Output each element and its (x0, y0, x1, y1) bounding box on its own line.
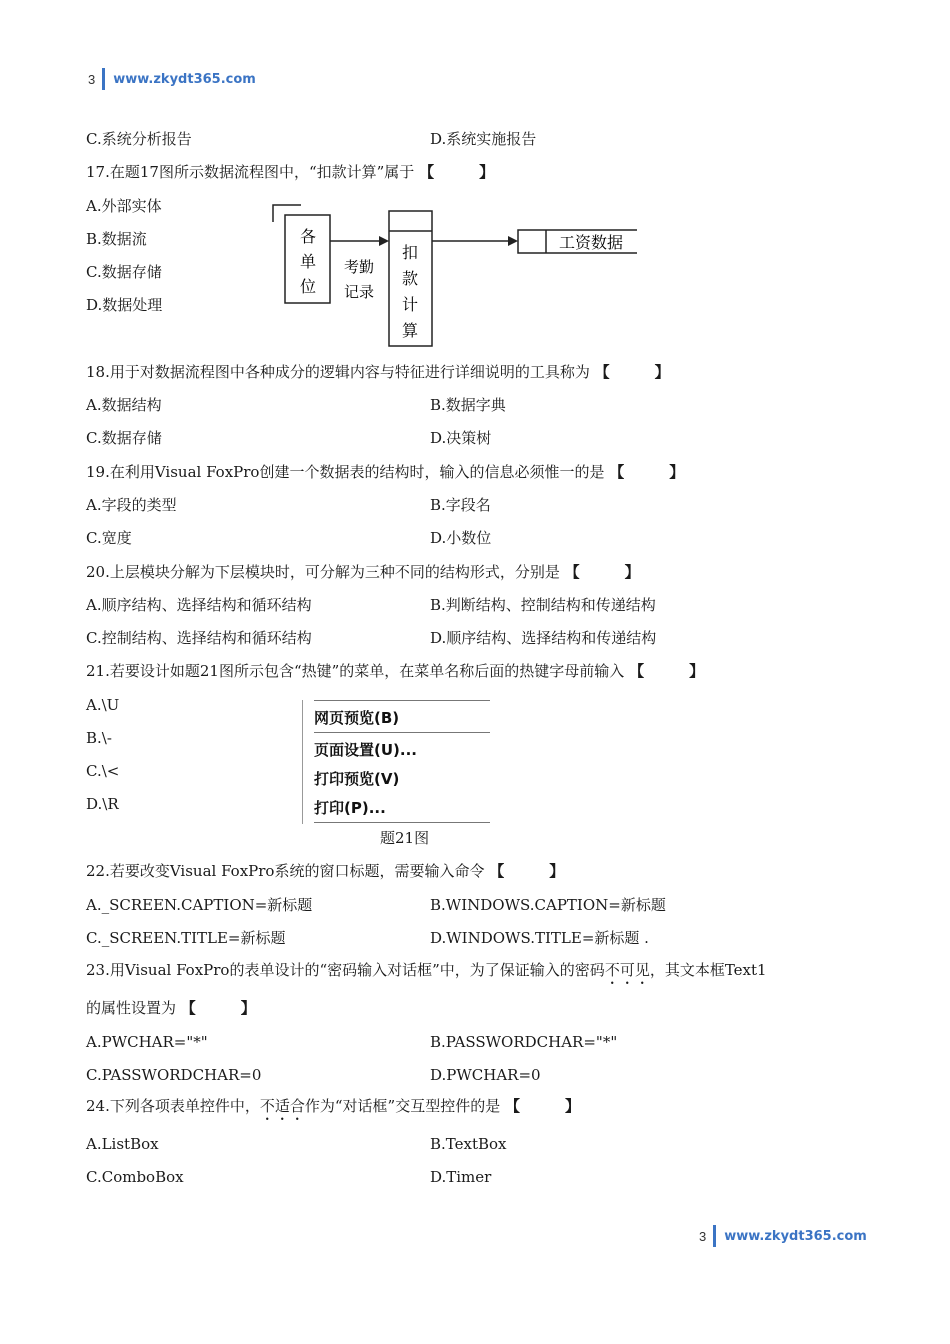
q21-figure-caption: 题21图 (380, 829, 430, 847)
q20-option-d: D.顺序结构、选择结构和传递结构 (430, 629, 657, 647)
q21-stem (86, 661, 704, 681)
q23-stem-pre: 23.用Visual FoxPro的表单设计的“密码输入对话框”中，为了保证输入的密码 (86, 961, 605, 979)
process-char-3: 计 (401, 295, 419, 314)
data-store-label: 工资数据 (558, 233, 624, 252)
q17-answer-bracket: 【 】 (419, 163, 495, 181)
q20-stem (86, 562, 640, 582)
entity-corner-line (273, 205, 301, 222)
process-char-1: 扣 (401, 243, 419, 262)
menu-separator-bottom (314, 822, 490, 823)
q17-stem (86, 162, 494, 182)
q21-option-c: C.\< (86, 762, 120, 780)
flow-label-1: 考勤 (343, 258, 375, 276)
q21-option-d: D.\R (86, 795, 119, 813)
flow-label-2: 记录 (343, 283, 375, 301)
q24-stem (86, 1096, 580, 1124)
header-divider (102, 68, 105, 90)
menu-item-web-preview: 网页预览(B) (314, 709, 400, 727)
q19-stem-text: 19.在利用Visual FoxPro创建一个数据表的结构时，输入的信息必须惟一的是 (86, 463, 605, 481)
q21-answer-bracket: 【 】 (629, 662, 705, 680)
entity-char-3: 位 (299, 277, 317, 296)
flow-arrow-head (379, 236, 389, 246)
process-char-2: 款 (401, 269, 419, 288)
q23-option-d: D.PWCHAR=0 (430, 1066, 541, 1084)
menu-left-border (302, 700, 303, 824)
q24-option-d: D.Timer (430, 1168, 492, 1186)
q18-stem (86, 362, 670, 382)
q19-option-b: B.字段名 (430, 496, 491, 514)
q18-stem-text: 18.用于对数据流程图中各种成分的逻辑内容与特征进行详细说明的工具称为 (86, 363, 590, 381)
menu-item-page-setup: 页面设置(U)... (314, 741, 417, 759)
q22-option-b: B.WINDOWS.CAPTION=新标题 (430, 896, 666, 914)
q23-answer-bracket: 【 】 (180, 999, 256, 1017)
header-site-link[interactable]: www.zkydt365.com (113, 71, 256, 87)
q24-option-c: C.ComboBox (86, 1168, 184, 1186)
menu-separator (314, 732, 490, 733)
q18-option-a: A.数据结构 (86, 396, 162, 414)
q19-option-c: C.宽度 (86, 529, 132, 547)
q23-stem-post: ，其文本框Text1 (649, 961, 767, 979)
q22-option-a: A._SCREEN.CAPTION=新标题 (86, 896, 313, 914)
q19-option-d: D.小数位 (430, 529, 492, 547)
q17-dataflow-figure (265, 200, 645, 352)
q22-stem-text: 22.若要改变Visual FoxPro系统的窗口标题，需要输入命令 (86, 862, 485, 880)
q21-stem-text: 21.若要设计如题21图所示包含“热键”的菜单，在菜单名称后面的热键字母前输入 (86, 662, 625, 680)
q20-option-b: B.判断结构、控制结构和传递结构 (430, 596, 656, 614)
page-footer (699, 1225, 867, 1247)
q19-stem (86, 462, 684, 482)
flow-arrow-head-2 (508, 236, 518, 246)
q23-option-c: C.PASSWORDCHAR=0 (86, 1066, 262, 1084)
q16-option-c: C.系统分析报告 (86, 130, 192, 148)
header-page-number: 3 (88, 71, 96, 87)
q19-answer-bracket: 【 】 (609, 463, 685, 481)
process-char-4: 算 (401, 321, 419, 340)
q24-option-b: B.TextBox (430, 1135, 507, 1153)
q22-option-c: C._SCREEN.TITLE=新标题 (86, 929, 286, 947)
q18-option-c: C.数据存储 (86, 429, 162, 447)
q22-answer-bracket: 【 】 (489, 862, 565, 880)
q21-option-a: A.\U (86, 696, 120, 714)
menu-item-print-preview: 打印预览(V) (314, 770, 400, 788)
q17-option-b: B.数据流 (86, 230, 147, 248)
q20-answer-bracket: 【 】 (564, 563, 640, 581)
q16-option-d: D.系统实施报告 (430, 130, 537, 148)
q19-option-a: A.字段的类型 (86, 496, 177, 514)
q23-stem (86, 960, 767, 988)
q22-stem (86, 861, 564, 881)
q20-option-a: A.顺序结构、选择结构和循环结构 (86, 596, 312, 614)
footer-site-link[interactable]: www.zkydt365.com (724, 1228, 867, 1244)
q21-option-b: B.\- (86, 729, 112, 747)
q24-emphasis: 不适合 (259, 1097, 305, 1115)
menu-separator-top (314, 700, 490, 701)
q17-option-a: A.外部实体 (86, 197, 162, 215)
q24-option-a: A.ListBox (86, 1135, 159, 1153)
q17-stem-text: 17.在题17图所示数据流程图中，“扣款计算”属于 (86, 163, 415, 181)
q20-stem-text: 20.上层模块分解为下层模块时，可分解为三种不同的结构形式，分别是 (86, 563, 560, 581)
q24-stem-post: 作为“对话框”交互型控件的是 (304, 1097, 501, 1115)
q17-option-c: C.数据存储 (86, 263, 162, 281)
entity-char-2: 单 (299, 252, 317, 271)
q23-option-a: A.PWCHAR="*" (86, 1033, 208, 1051)
footer-divider (713, 1225, 716, 1247)
q22-option-d: D.WINDOWS.TITLE=新标题 . (430, 929, 649, 947)
q18-option-d: D.决策树 (430, 429, 492, 447)
menu-item-print: 打印(P)... (314, 799, 386, 817)
q24-stem-pre: 24.下列各项表单控件中， (86, 1097, 260, 1115)
q23-stem-line2 (86, 998, 256, 1018)
q18-option-b: B.数据字典 (430, 396, 506, 414)
q23-option-b: B.PASSWORDCHAR="*" (430, 1033, 618, 1051)
q20-option-c: C.控制结构、选择结构和循环结构 (86, 629, 312, 647)
q18-answer-bracket: 【 】 (594, 363, 670, 381)
q23-stem2-text: 的属性设置为 (86, 999, 177, 1017)
q24-answer-bracket: 【 】 (505, 1097, 581, 1115)
footer-page-number: 3 (699, 1228, 707, 1244)
q21-menu-figure (302, 700, 492, 822)
entity-char-1: 各 (299, 227, 317, 246)
page-header (88, 68, 256, 90)
q17-option-d: D.数据处理 (86, 296, 163, 314)
q23-emphasis: 不可见 (604, 961, 650, 979)
